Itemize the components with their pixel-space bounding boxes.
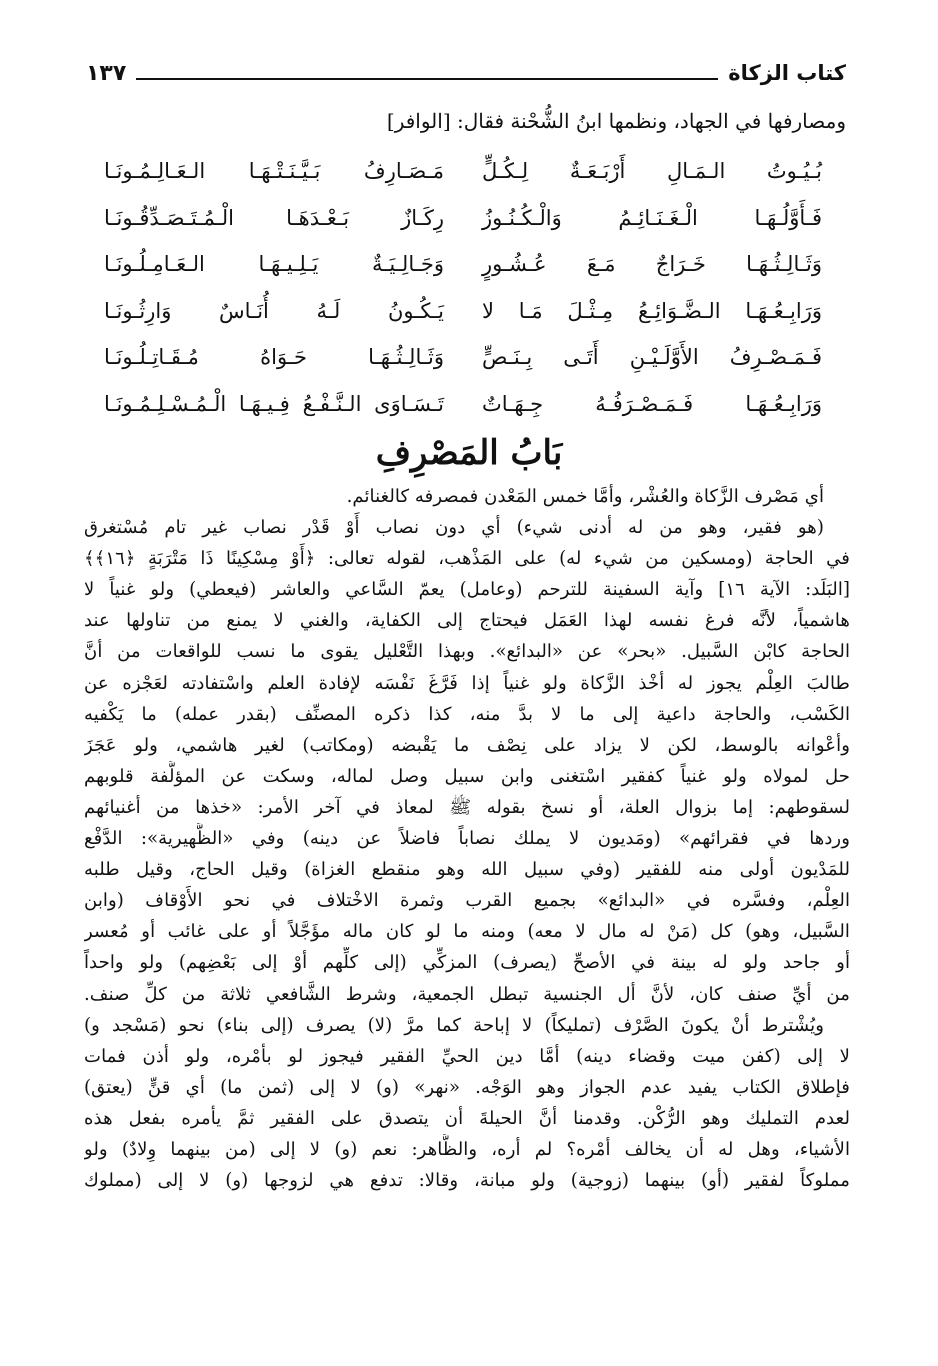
text-line: للمَدْيون أولى منه للفقير (وفي سبيل الله وهو منقطع الغزاة) وقيل الحاج، وقيل طلبه	[84, 859, 850, 881]
text-line: لعدم التمليك وهو الرُّكْن. وقدمنا أنَّ الحيلةَ أن يتصدق على الفقير ثمَّ يأمره بفعل هذه	[84, 1107, 850, 1129]
running-header	[86, 56, 846, 90]
verse-first-hemistich: فَـأَوَّلُـهَـا الْـغَـنَـائِـمُ وَالْـكُـنُـوزُ	[482, 205, 822, 230]
verse-second-hemistich: وَجَـالِـيَـةٌ يَـلِـيـهَـا الـعَـامِـلُـونَـا	[104, 252, 444, 277]
header-rule	[136, 78, 718, 80]
verse	[104, 334, 822, 381]
text-line: لا إلى (كفن ميت وقضاء دينه) أمَّا دين الحيِّ الفقير فيجوز لو بأمْره، ولو أذن فمات	[84, 1045, 850, 1067]
verse-second-hemistich: تَـسَـاوَى الـنَّـفْـعُ فِـيـهَـا الْـمُـسْـلِـمُـونَـا	[104, 391, 444, 416]
verse-first-hemistich: بُـيُـوتُ الـمَـالِ أَرْبَـعَـةٌ لِـكُـلٍّ	[482, 159, 822, 184]
body-text	[84, 481, 850, 1196]
text-line: الكَسْب، والحاجة داعية إلى ما لا بدَّ منه، كذا ذكره المصنِّف (بقدر عمله) ما يَكْفيه	[84, 703, 850, 725]
verse-first-hemistich: وَرَابِـعُـهَـا فَـمَـصْـرَفُـهُ جِـهَـاتٌ	[482, 391, 822, 416]
chapter-title: بَابُ المَصْرِفِ	[375, 433, 563, 473]
verse-second-hemistich: رِكَـازٌ بَـعْـدَهَـا الْـمُـتَـصَـدِّقُـونَـا	[104, 205, 444, 230]
verse	[104, 148, 822, 195]
text-line: طالبَ العِلْم يجوز له أخْذ الزَّكاة ولو غنياً إذا فَرَّغَ نَفْسَه لإفادة العلم واسْتفادته لعَجْزه عن	[84, 672, 850, 694]
text-line: حل لمولاه ولو غنياً كفقير اسْتغنى وابن سبيل وصل لماله، وسكت عن المؤلَّفة قلوبهم	[84, 765, 850, 787]
text-line: هاشمياً، لأنَّه فرغ نفسه لهذا العَمَل فيحتاج إلى الكفاية، والغني لا يمنع من تناولها عند	[84, 610, 850, 632]
page-number: ١٣٧	[86, 60, 127, 86]
text-line: من أيِّ صنف كان، لأنَّ أل الجنسية تبطل الجمعية، وشرط الشَّافعي ثلاثة من كلِّ صنف.	[84, 983, 850, 1005]
text-line: لسقوطهم: إما بزوال العلة، أو نسخ بقوله ﷺ لمعاذ في آخر الأمر: «خذها من أغنيائهم	[84, 796, 850, 818]
text-line: وأعْوانه بالوسط، لكن لا يزاد على نِصْف ما يَقْبضه (ومكاتب) لغير هاشمي، ولو عَجَزَ	[84, 734, 850, 756]
text-line: أي مَصْرف الزَّكاة والعُشْر، وأمَّا خمس المَعْدن فمصرفه كالغنائم.	[346, 486, 824, 507]
poem	[104, 148, 822, 427]
text-line: وردها في فقرائهم» (ومَديون لا يملك نصاباً فاضلاً عن دينه) وفي «الظَّهيرية»: الدَّفْع	[84, 828, 850, 850]
verse	[104, 195, 822, 242]
text-line: الأشياء، وهل له أن يخالف أمْره؟ لم أره، والظَّاهر: نعم (و) لا إلى (من بينهما وِلادٌ) ولو	[84, 1138, 850, 1160]
text-line: أو جاحد ولو له بينة في الأصحِّ (يصرف) المزكِّي (إلى كلِّهم أوْ إلى بَعْضِهم) ولو واحداً	[84, 952, 850, 974]
verse-first-hemistich: وَرَابِـعُـهَـا الـضَّـوَائِـعُ مِـثْـلَ مَـا لا	[482, 298, 822, 323]
verse-second-hemistich: يَـكُـونُ لَـهُ أُنَـاسٌ وَارِثُـونَـا	[104, 298, 444, 323]
verse	[104, 288, 822, 335]
text-line: ويُشْترط أنْ يكونَ الصَّرْف (تمليكاً) لا إباحة كما مرَّ (لا) يصرف (إلى بناء) نحو (مَسْجد و)	[84, 1014, 824, 1036]
text-line: (هو فقير، وهو من له أدنى شيء) أي دون نصاب أَوْ قَدْر نصاب غير تام مُسْتغرق	[84, 517, 824, 539]
text-line: السَّبيل، وهو) كل (مَنْ له مال لا معه) ومنه ما لو كان ماله مؤَجَّلاً أو على غائب أو مُعسر	[84, 921, 850, 943]
verse	[104, 241, 822, 288]
book-title: كتاب الزكاة	[728, 61, 846, 85]
verse-second-hemistich: وَثَـالِـثُـهَـا حَـوَاهُ مُـقَـاتِـلُـونَـا	[104, 345, 444, 370]
text-line: فإطلاق الكتاب يفيد عدم الجواز وهو الوَجْه. «نهر» (و) لا إلى (ثمن ما) أي قنٍّ (يعتق)	[84, 1076, 850, 1098]
verse-first-hemistich: وَثَـالِـثُـهَـا خَـرَاجٌ مَـعَ عُـشُـورٍ	[482, 252, 822, 277]
text-line: العِلْم، وفسَّره في «البدائع» بجميع القرب وثمرة الاخْتلاف في نحو الأَوْقاف (وابن	[84, 890, 850, 912]
verse	[104, 381, 822, 428]
text-line: الحاجة كابْن السَّبيل. «بحر» عن «البدائع». وبهذا التَّعْليل يقوى ما نسب للواقعات من أنَّ	[84, 641, 850, 663]
verse-first-hemistich: فَـمَـصْـرِفُ الأَوَّلَـيْـنِ أَتَـى بِـنَـصٍّ	[482, 345, 822, 370]
intro-line: ومصارفها في الجهاد، ونظمها ابنُ الشُّحْنة فقال: [الوافر]	[386, 109, 846, 133]
text-line: في الحاجة (ومسكين من شيء له) على المَذْهب، لقوله تعالى: ﴿أَوْ مِسْكِينًا ذَا مَتْرَبَةٍ ﴿١٦﴾﴾	[84, 548, 850, 570]
verse-second-hemistich: مَـصَـارِفُ بَـيَّـنَـتْـهَـا الـعَـالِـمُـونَـا	[104, 159, 444, 184]
text-line: مملوكاً لفقير (أو) بينهما (زوجية) ولو مبانة، وقالا: تدفع هي لزوجها (و) لا إلى (مملوك	[84, 1170, 850, 1192]
text-line: [البَلَد: الآية ١٦] وآية السفينة للترحم (وعامل) يعمّ السَّاعي والعاشر (فيعطي) ولو غنياً لا	[84, 579, 850, 601]
